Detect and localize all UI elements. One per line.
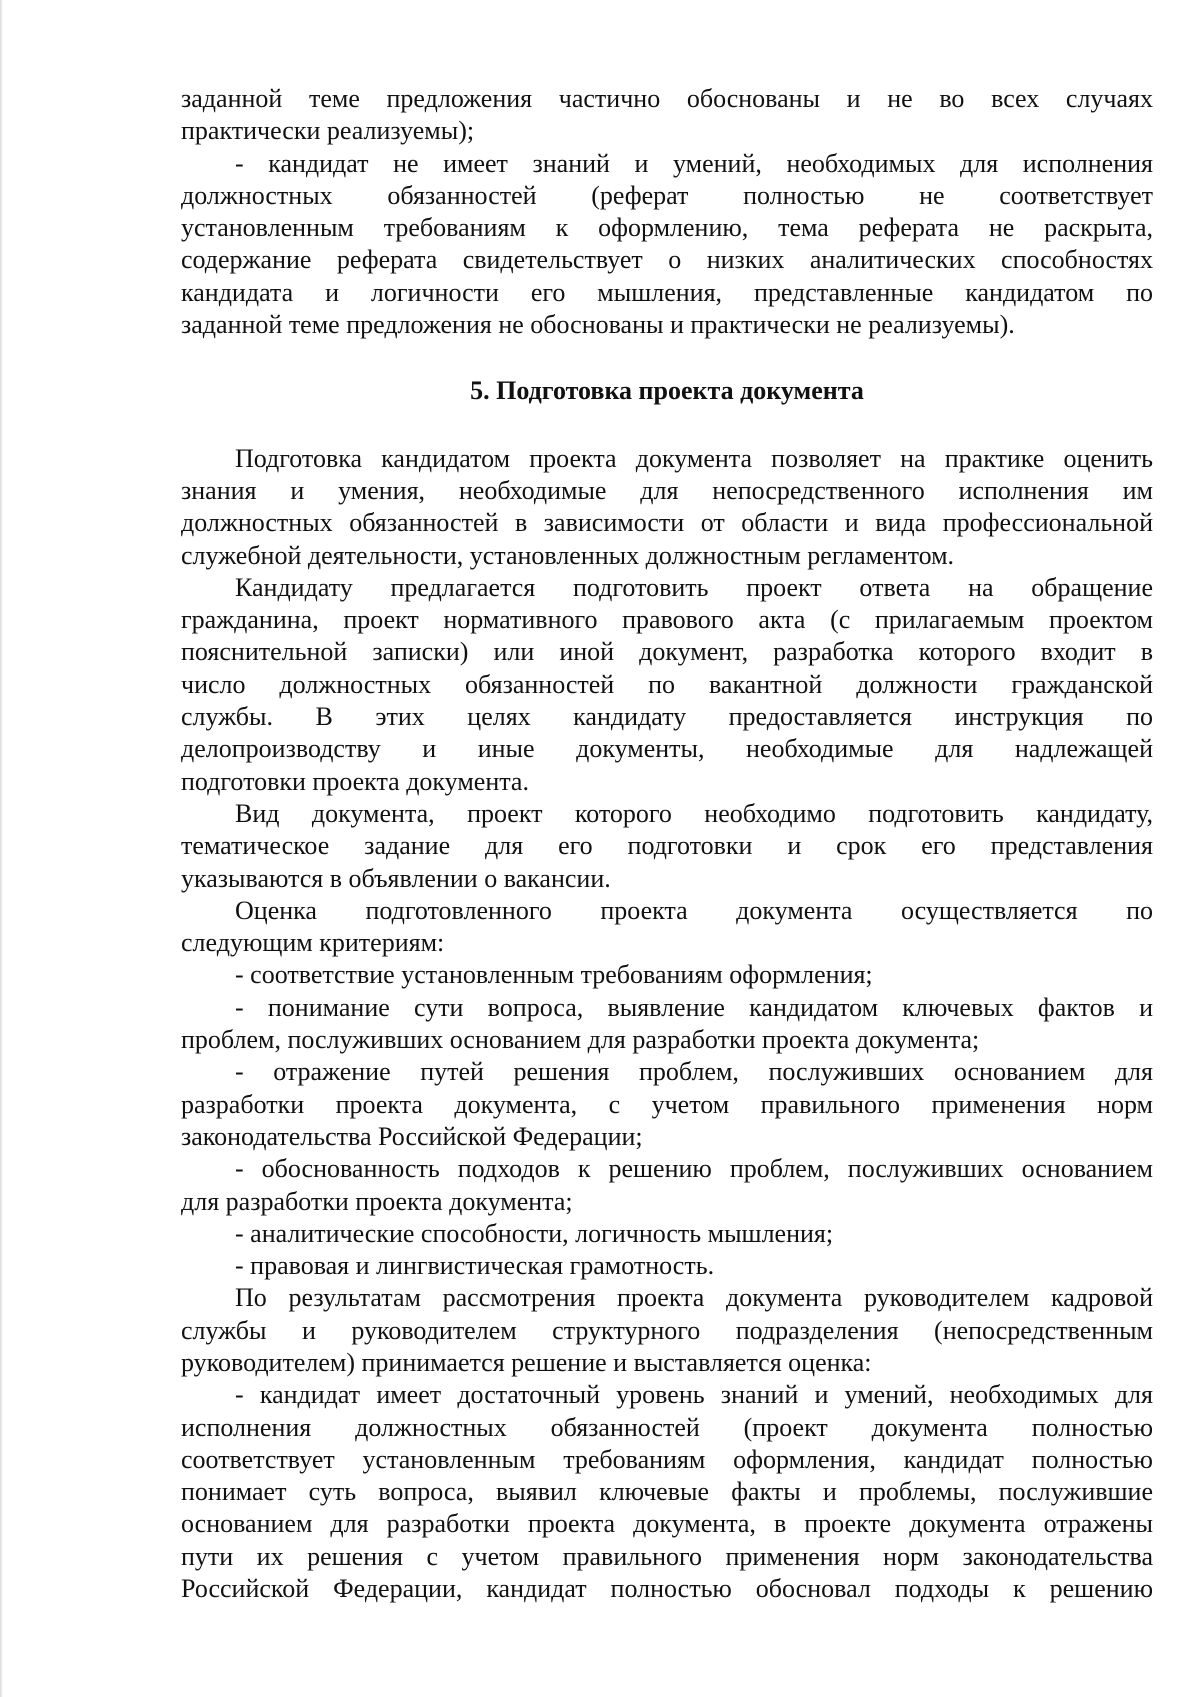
paragraph — [181, 1282, 1153, 1379]
text-line: пути их решения с учетом правильного применения норм законодательства — [181, 1541, 1153, 1571]
text-line: для разработки проекта документа; — [181, 1186, 573, 1216]
paragraph — [181, 798, 1153, 895]
text-line: содержание реферата свидетельствует о низких аналитических способностях — [181, 245, 1153, 275]
text-line: соответствует установленным требованиям оформления, кандидат полностью — [181, 1444, 1153, 1474]
paragraph — [181, 1056, 1153, 1153]
top-paragraphs — [181, 83, 1153, 341]
bottom-paragraphs — [181, 443, 1153, 1606]
paragraph — [181, 443, 1153, 572]
text-line: знания и умения, необходимые для непосредственного исполнения им — [181, 475, 1153, 505]
text-line: число должностных обязанностей по вакантной должности гражданской — [181, 669, 1153, 699]
text-line: - понимание сути вопроса, выявление кандидатом ключевых фактов и — [235, 992, 1153, 1022]
heading-spacer — [181, 341, 1153, 375]
text-line: заданной теме предложения частично обоснованы и не во всех случаях — [181, 84, 1153, 113]
text-line: следующим критериям: — [181, 928, 445, 958]
paragraph — [181, 83, 1153, 148]
paragraph — [181, 992, 1153, 1057]
text-line: служебной деятельности, установленных должностным регламентом. — [181, 540, 955, 570]
text-line: основанием для разработки проекта документа, в проекте документа отражены — [181, 1509, 1153, 1539]
paragraph — [181, 1218, 1153, 1250]
text-line: гражданина, проект нормативного правового акта (с прилагаемым проектом — [181, 605, 1153, 635]
paragraph — [181, 1250, 1153, 1282]
document-body — [181, 83, 1153, 1605]
text-line: - соответствие установленным требованиям оформления; — [235, 960, 873, 990]
text-line: - аналитические способности, логичность мышления; — [235, 1218, 834, 1248]
paragraph — [181, 959, 1153, 991]
text-line: исполнения должностных обязанностей (проект документа полностью — [181, 1412, 1153, 1442]
text-line: установленным требованиям к оформлению, тема реферата не раскрыта, — [181, 213, 1153, 243]
text-line: По результатам рассмотрения проекта документа руководителем кадровой — [235, 1283, 1153, 1313]
text-line: службы и руководителем структурного подразделения (непосредственным — [181, 1315, 1153, 1345]
paragraph — [181, 572, 1153, 798]
text-line: практически реализуемы); — [181, 116, 475, 146]
text-line: Вид документа, проект которого необходимо подготовить кандидату, — [235, 798, 1153, 828]
text-line: Подготовка кандидатом проекта документа позволяет на практике оценить — [235, 443, 1153, 473]
text-line: тематическое задание для его подготовки и срок его представления — [181, 831, 1153, 861]
paragraph — [181, 1153, 1153, 1218]
text-line: кандидата и логичности его мышления, представленные кандидатом по — [181, 277, 1153, 307]
text-line: - правовая и лингвистическая грамотность. — [235, 1251, 715, 1281]
text-line: делопроизводству и иные документы, необходимые для надлежащей — [181, 734, 1153, 764]
text-line: - отражение путей решения проблем, послуживших основанием для — [235, 1057, 1153, 1087]
text-line: Российской Федерации, кандидат полностью обосновал подходы к решению — [181, 1574, 1153, 1604]
text-line: заданной теме предложения не обоснованы и практически не реализуемы). — [181, 310, 1015, 340]
text-line: законодательства Российской Федерации; — [181, 1121, 643, 1151]
text-line: проблем, послуживших основанием для разработки проекта документа; — [181, 1025, 980, 1055]
text-line: Кандидату предлагается подготовить проект ответа на обращение — [235, 572, 1153, 602]
section-heading: 5. Подготовка проекта документа — [470, 376, 864, 406]
paragraph — [181, 1379, 1153, 1605]
text-line: - кандидат имеет достаточный уровень знаний и умений, необходимых для — [235, 1380, 1153, 1410]
text-line: Оценка подготовленного проекта документа осуществляется по — [235, 895, 1153, 925]
heading-spacer — [181, 408, 1153, 443]
text-line: указываются в объявлении о вакансии. — [181, 863, 611, 893]
text-line: пояснительной записки) или иной документ, разработка которого входит в — [181, 637, 1153, 667]
text-line: разработки проекта документа, с учетом правильного применения норм — [181, 1089, 1153, 1119]
text-line: должностных обязанностей (реферат полностью не соответствует — [181, 180, 1153, 210]
text-line: службы. В этих целях кандидату предоставляется инструкция по — [181, 702, 1153, 732]
text-line: - обоснованность подходов к решению проблем, послуживших основанием — [235, 1154, 1153, 1184]
text-line: подготовки проекта документа. — [181, 766, 529, 796]
paragraph — [181, 895, 1153, 960]
text-line: руководителем) принимается решение и выставляется оценка: — [181, 1347, 872, 1377]
paragraph — [181, 148, 1153, 342]
scan-edge-shadow — [0, 0, 3, 1697]
text-line: должностных обязанностей в зависимости от области и вида профессиональной — [181, 508, 1153, 538]
text-line: понимает суть вопроса, выявил ключевые факты и проблемы, послужившие — [181, 1477, 1153, 1507]
text-line: - кандидат не имеет знаний и умений, необходимых для исполнения — [235, 148, 1153, 178]
